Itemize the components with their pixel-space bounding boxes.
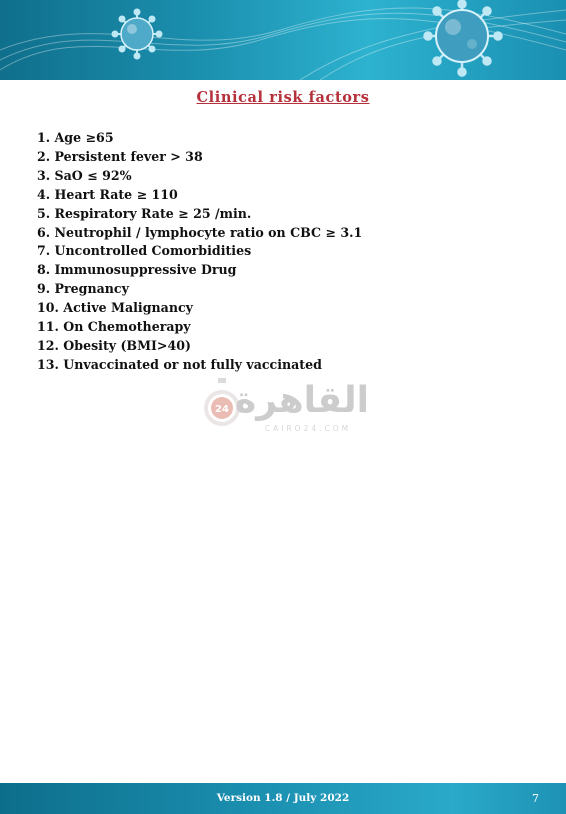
header-decoration [0, 0, 566, 80]
header-banner [0, 0, 566, 80]
footer-version: Version 1.8 / July 2022 [216, 792, 350, 804]
list-item: 9. Pregnancy [37, 281, 129, 297]
list-item: 3. SaO ≤ 92% [37, 167, 132, 183]
watermark-arabic-text: القاهرة [235, 380, 369, 421]
list-item: 1. Age ≥65 [37, 130, 114, 145]
list-item: 10. Active Malignancy [37, 300, 193, 316]
list-item: 5. Respiratory Rate ≥ 25 /min. [37, 205, 252, 221]
list-item: 12. Obesity (BMI>40) [37, 337, 191, 353]
list-item: 13. Unvaccinated or not fully vaccinated [37, 356, 322, 372]
watermark-latin-text: CAIRO24.COM [264, 424, 352, 433]
list-item: 4. Heart Rate ≥ 110 [37, 186, 178, 202]
page-title: Clinical risk factors [196, 89, 370, 106]
list-item: 2. Persistent fever > 38 [37, 148, 203, 164]
virus-icon [113, 10, 162, 59]
watermark-logo [200, 374, 370, 444]
list-item: 8. Immunosuppressive Drug [37, 262, 237, 278]
list-item: 11. On Chemotherapy [37, 319, 191, 335]
svg-text:24: 24 [215, 404, 229, 415]
list-item: 6. Neutrophil / lymphocyte ratio on CBC ≥ 3.1 [37, 224, 363, 240]
list-item: 7. Uncontrolled Comorbidities [37, 243, 252, 259]
risk-factor-list [37, 129, 362, 375]
virus-icon-large [425, 1, 502, 76]
stopwatch-icon [206, 378, 238, 424]
page-number: 7 [532, 792, 539, 805]
